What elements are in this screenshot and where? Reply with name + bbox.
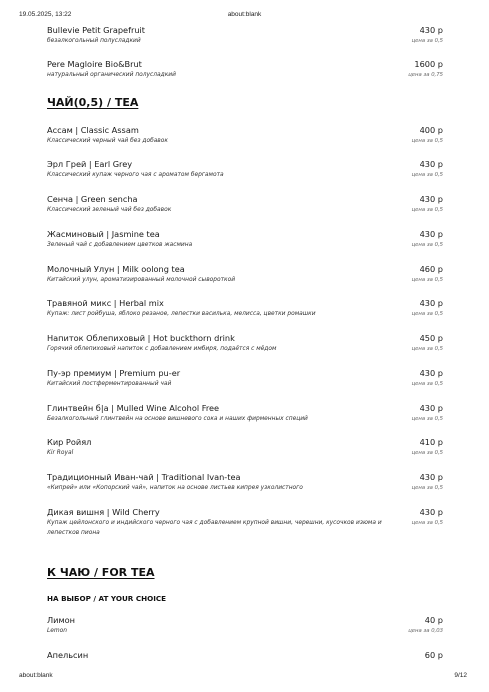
item-name: Лимон [47, 615, 76, 625]
menu-item [47, 368, 443, 389]
item-volume: цена за 0,5 [411, 172, 443, 178]
item-description: Купаж: лист ройбуша, яблоко резаное, лепестки василька, мелисса, цветки ромашки [47, 311, 316, 317]
item-name: Напиток Облепиховый | Hot buckthorn drink [47, 333, 235, 343]
item-price: 430 р [419, 194, 443, 204]
item-price: 60 р [424, 650, 443, 660]
menu-item [47, 333, 443, 354]
section-title-tea: ЧАЙ(0,5) / TEA [47, 96, 139, 109]
item-volume: цена за 0,5 [411, 485, 443, 491]
item-description: «Кипрей» или «Копорский чай», напиток на основе листьев кипрея узколистного [47, 485, 303, 491]
menu-item [47, 25, 443, 46]
menu-item [47, 615, 443, 636]
item-volume: цена за 0,5 [411, 207, 443, 213]
item-name: Травяной микс | Herbal mix [47, 298, 164, 308]
item-description: Lemon [47, 628, 67, 634]
menu-item [47, 194, 443, 215]
item-volume: цена за 0,5 [411, 416, 443, 422]
item-name: Bullevie Petit Grapefruit [47, 25, 146, 35]
item-price: 40 р [424, 615, 443, 625]
item-name: Эрл Грей | Earl Grey [47, 159, 133, 169]
item-name: Жасминовый | Jasmine tea [47, 229, 160, 239]
item-name: Апельсин [47, 650, 89, 660]
item-volume: цена за 0,5 [411, 381, 443, 387]
section-title-for-tea: К ЧАЮ / FOR TEA [47, 566, 155, 579]
item-price: 430 р [419, 403, 443, 413]
item-price: 430 р [419, 159, 443, 169]
item-price: 410 р [419, 437, 443, 447]
menu-item [47, 229, 443, 250]
item-name: Дикая вишня | Wild Cherry [47, 507, 160, 517]
menu-item [47, 403, 443, 424]
item-description: Классический черный чай без добавок [47, 138, 168, 144]
menu-item [47, 437, 443, 458]
item-price: 430 р [419, 25, 443, 35]
print-footer [0, 672, 489, 682]
item-description: Классический купаж черного чая с ароматом бергамота [47, 172, 224, 178]
item-price: 400 р [419, 125, 443, 135]
item-name: Молочный Улун | Milk oolong tea [47, 264, 185, 274]
item-price: 430 р [419, 298, 443, 308]
item-price: 430 р [419, 229, 443, 239]
item-price: 1600 р [414, 59, 443, 69]
print-title: about:blank [227, 11, 262, 18]
item-name: Pere Magloire Bio&Brut [47, 59, 142, 69]
item-volume: цена за 0,75 [408, 72, 443, 78]
item-volume: цена за 0,5 [411, 520, 443, 526]
item-volume: цена за 0,03 [408, 628, 443, 634]
item-volume: цена за 0,5 [411, 38, 443, 44]
menu-item [47, 507, 443, 538]
item-name: Кир Ройял [47, 437, 92, 447]
item-description: Классический зеленый чай без добавок [47, 207, 172, 213]
item-volume: цена за 0,5 [411, 311, 443, 317]
item-name: Сенча | Green sencha [47, 194, 138, 204]
menu-item [47, 472, 443, 493]
item-description: Китайский улун, ароматизированный молочной сывороткой [47, 277, 236, 283]
item-volume: цена за 0,5 [411, 138, 443, 144]
item-description: Kir Royal [47, 450, 74, 456]
item-name: Глинтвейн б|а | Mulled Wine Alcohol Free [47, 403, 220, 413]
item-price: 430 р [419, 472, 443, 482]
menu-item [47, 298, 443, 319]
item-price: 430 р [419, 507, 443, 517]
item-volume: цена за 0,5 [411, 242, 443, 248]
item-description: Безалкогольный глинтвейн на основе вишневого сока и наших фирменных специй [47, 416, 308, 422]
item-description: Купаж цейлонского и индийского черного чая с добавлением крупной вишни, черешни, кусочков изюма и лепестков пиона [47, 520, 382, 536]
item-volume: цена за 0,5 [411, 450, 443, 456]
print-datetime: 19.05.2025, 13:22 [19, 11, 72, 18]
item-description: безалкогольный полусладкий [47, 38, 141, 44]
menu-item [47, 125, 443, 146]
item-name: Традиционный Иван-чай | Traditional Ivan-tea [47, 472, 241, 482]
item-price: 450 р [419, 333, 443, 343]
subsection-title: НА ВЫБОР / AT YOUR CHOICE [47, 594, 167, 603]
menu-item [47, 59, 443, 80]
menu-item [47, 650, 443, 661]
item-name: Ассам | Classic Assam [47, 125, 139, 135]
menu-item [47, 159, 443, 180]
page-number: 9/12 [454, 672, 467, 679]
item-volume: цена за 0,5 [411, 277, 443, 283]
item-description: Горячий облепиховый напиток с добавлением имбиря, подаётся с мёдом [47, 346, 277, 352]
item-volume: цена за 0,5 [411, 346, 443, 352]
item-name: Пу-эр премиум | Premium pu-er [47, 368, 181, 378]
item-price: 460 р [419, 264, 443, 274]
item-description: натуральный органический полусладкий [47, 72, 176, 78]
print-header [0, 11, 489, 21]
menu-item [47, 264, 443, 285]
print-url: about:blank [19, 672, 53, 679]
item-description: Китайский постферментированный чай [47, 381, 172, 387]
item-price: 430 р [419, 368, 443, 378]
item-description: Зеленый чай с добавлением цветков жасмина [47, 242, 193, 248]
